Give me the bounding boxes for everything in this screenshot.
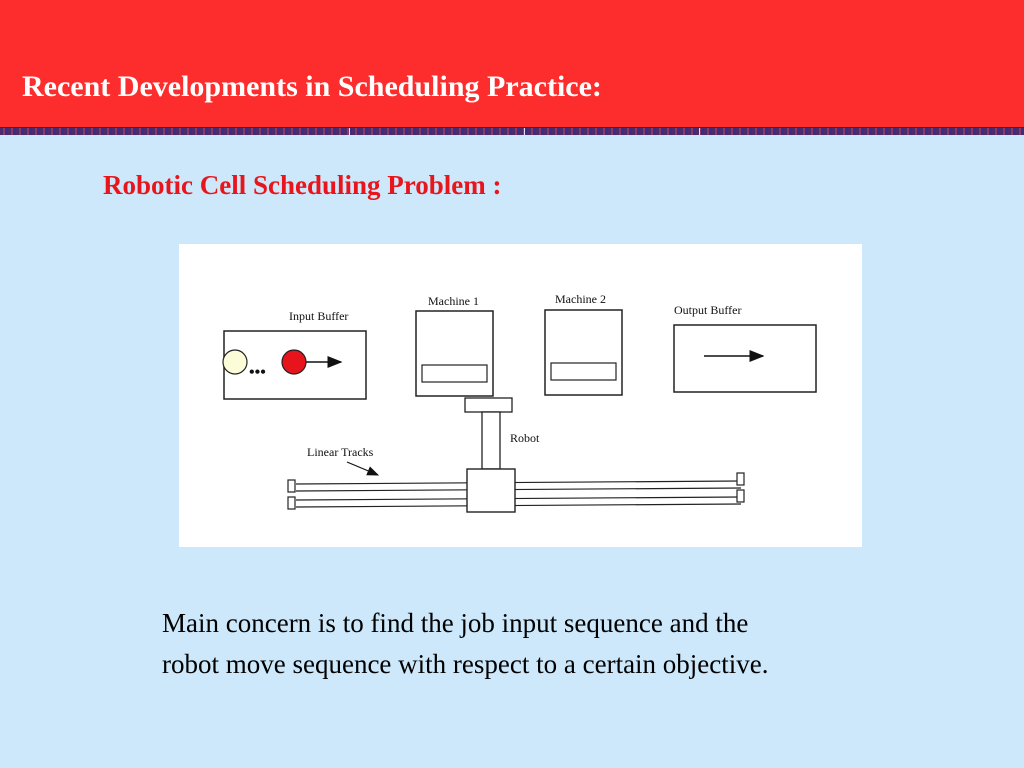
stripe-tick [524,128,525,135]
machine-2-slot [551,363,616,380]
robotic-cell-svg [179,244,862,547]
stripe-tick [349,128,350,135]
body-line-1: Main concern is to find the job input sequence and the [162,608,749,638]
header-divider-stripe [0,128,1024,135]
track-line-bottom-upper [296,497,741,500]
body-line-2: robot move sequence with respect to a certain objective. [162,649,769,679]
track-line-bottom-lower [296,504,741,507]
job-circle-red [282,350,306,374]
linear-tracks-label: Linear Tracks [307,445,374,459]
output-buffer-label: Output Buffer [674,303,742,317]
track-end-cap [737,490,744,502]
input-buffer-label: Input Buffer [289,309,349,323]
linear-tracks-pointer [347,462,378,475]
stripe-tick [699,128,700,135]
robot-carriage [467,469,515,512]
machine-1-slot [422,365,487,382]
robot-label: Robot [510,431,540,445]
robotic-cell-diagram [179,244,862,547]
machine-1-label: Machine 1 [428,294,479,308]
section-subtitle: Robotic Cell Scheduling Problem : [103,170,502,200]
track-end-cap [288,497,295,509]
machine-1-box [416,311,493,396]
body-paragraph [162,603,962,685]
track-line-top-upper [296,481,741,484]
track-line-top-lower [296,488,741,491]
title-bar [0,0,1024,128]
slide-title: Recent Developments in Scheduling Practice: [22,70,602,103]
job-ellipsis: ••• [249,364,266,381]
track-end-cap [737,473,744,485]
track-end-cap [288,480,295,492]
robot-arm [482,412,500,469]
robot-gripper [465,398,512,412]
output-buffer-box [674,325,816,392]
machine-2-label: Machine 2 [555,292,606,306]
machine-2-box [545,310,622,395]
job-circle-cream [223,350,247,374]
